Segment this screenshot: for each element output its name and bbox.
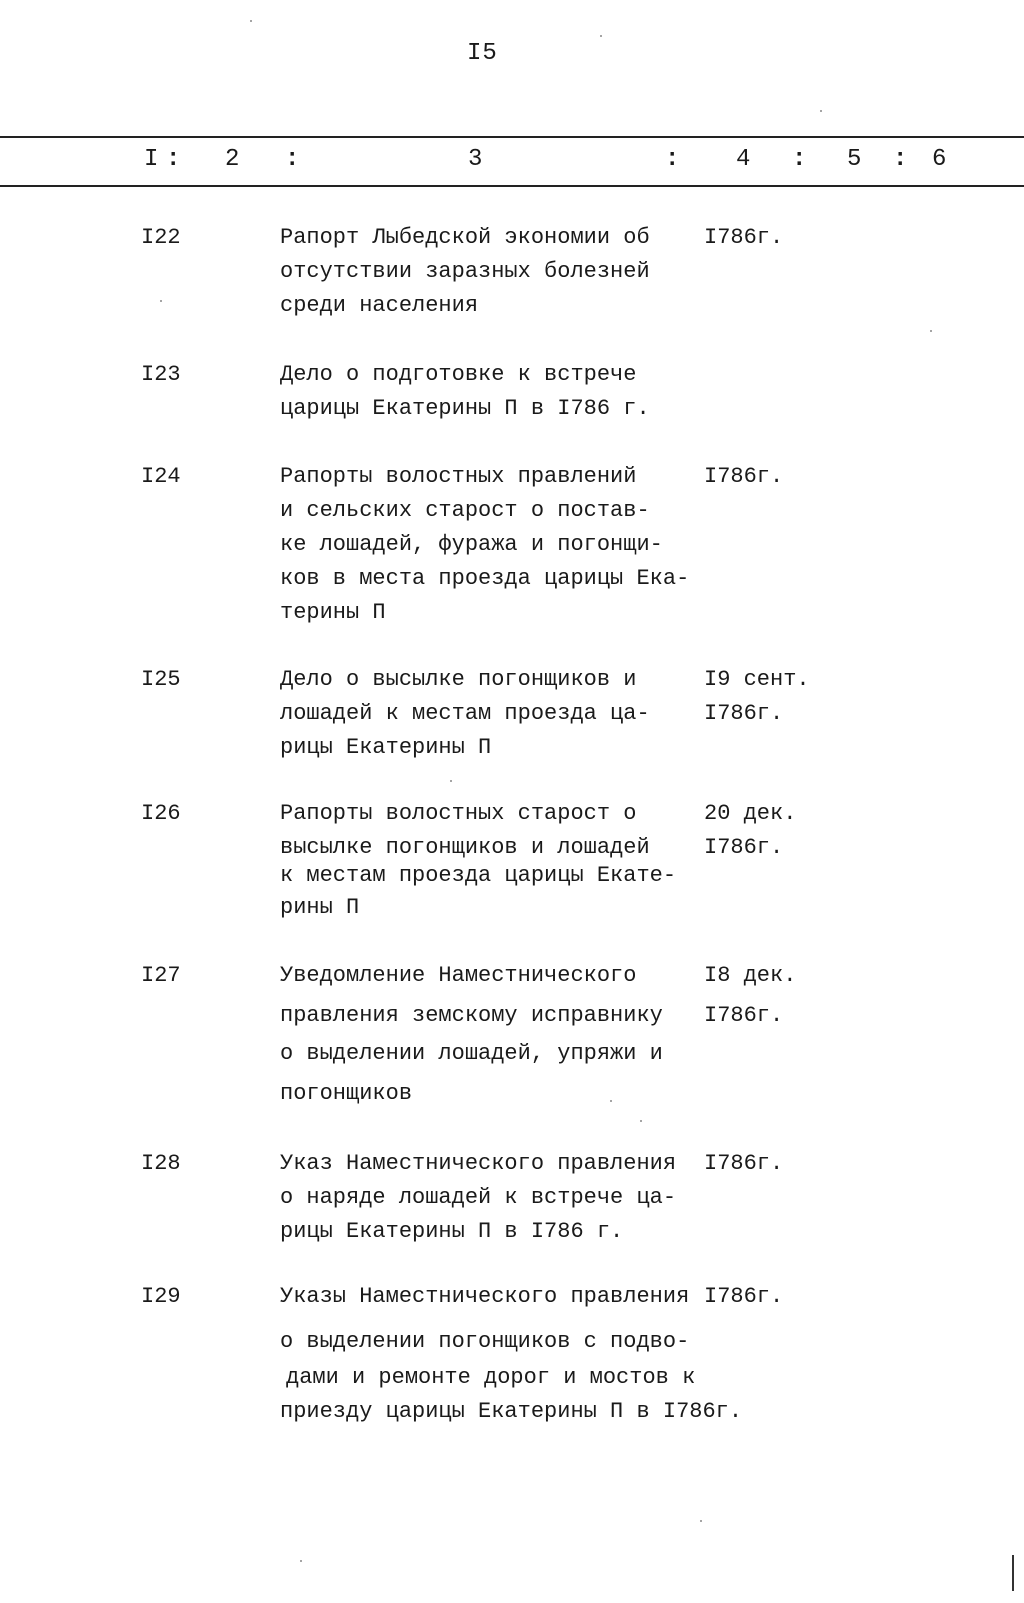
entry-title-line: среди населения xyxy=(280,293,479,318)
entry-title-line: Дело о высылке погонщиков и xyxy=(280,667,637,692)
entry-title-line: лошадей к местам проезда ца- xyxy=(280,701,650,726)
column-separator: : xyxy=(285,146,300,173)
entry-title-line: рины П xyxy=(280,895,360,920)
column-header-6: 6 xyxy=(932,146,947,173)
entry-number: I28 xyxy=(141,1151,181,1176)
entry-title-line: о выделении лошадей, упряжи и xyxy=(280,1041,663,1066)
column-separator: : xyxy=(893,146,908,173)
entry-title-line: высылке погонщиков и лошадей xyxy=(280,835,650,860)
entry-date: I8 дек. xyxy=(704,963,797,988)
column-header-1: I xyxy=(144,146,159,173)
entry-title-line: отсутствии заразных болезней xyxy=(280,259,650,284)
entry-date: I786г. xyxy=(704,835,784,860)
column-header-3: 3 xyxy=(468,146,483,173)
entry-title-line: Указы Наместнического правления xyxy=(280,1284,690,1309)
column-separator: : xyxy=(792,146,807,173)
entry-title-line: и сельских старост о постав- xyxy=(280,498,650,523)
entry-title-line: Уведомление Наместнического xyxy=(280,963,637,988)
entry-title-line: Рапорт Лыбедской экономии об xyxy=(280,225,650,250)
entry-title-line: дами и ремонте дорог и мостов к xyxy=(286,1365,696,1390)
entry-number: I27 xyxy=(141,963,181,988)
page-number: I5 xyxy=(467,40,498,67)
entry-date: I786г. xyxy=(704,1151,784,1176)
entry-title-line: рицы Екатерины П xyxy=(280,735,492,760)
entry-title-line: ке лошадей, фуража и погонщи- xyxy=(280,532,663,557)
entry-date: I786г. xyxy=(704,1003,784,1028)
column-header-4: 4 xyxy=(736,146,751,173)
column-separator: : xyxy=(665,146,680,173)
entry-title-line: рицы Екатерины П в I786 г. xyxy=(280,1219,624,1244)
entry-title-line: о выделении погонщиков с подво- xyxy=(280,1329,690,1354)
entry-number: I22 xyxy=(141,225,181,250)
entry-number: I26 xyxy=(141,801,181,826)
margin-mark xyxy=(1012,1555,1014,1591)
entry-title-line: царицы Екатерины П в I786 г. xyxy=(280,396,650,421)
entry-title-line: Рапорты волостных правлений xyxy=(280,464,637,489)
entry-date: I786г. xyxy=(704,464,784,489)
entry-title-line: Указ Наместнического правления xyxy=(280,1151,677,1176)
entry-number: I24 xyxy=(141,464,181,489)
entry-date: I786г. xyxy=(704,225,784,250)
entry-number: I23 xyxy=(141,362,181,387)
column-separator: : xyxy=(166,146,181,173)
header-rule-top xyxy=(0,136,1024,138)
entry-title-line: терины П xyxy=(280,600,386,625)
entry-number: I25 xyxy=(141,667,181,692)
entry-number: I29 xyxy=(141,1284,181,1309)
column-header-2: 2 xyxy=(225,146,240,173)
entry-title-line: погонщиков xyxy=(280,1081,413,1106)
entry-title-line: Дело о подготовке к встрече xyxy=(280,362,637,387)
entry-date: 20 дек. xyxy=(704,801,797,826)
entry-title-line: к местам проезда царицы Екате- xyxy=(280,863,677,888)
entry-date: I786г. xyxy=(704,701,784,726)
entry-title-line: правления земскому исправнику xyxy=(280,1003,663,1028)
entry-title-line: приезду царицы Екатерины П в I786г. xyxy=(280,1399,743,1424)
entry-title-line: Рапорты волостных старост о xyxy=(280,801,637,826)
entry-date: I786г. xyxy=(704,1284,784,1309)
entry-title-line: ков в места проезда царицы Ека- xyxy=(280,566,690,591)
column-header-5: 5 xyxy=(847,146,862,173)
header-rule-bottom xyxy=(0,185,1024,187)
entry-date: I9 сент. xyxy=(704,667,810,692)
entry-title-line: о наряде лошадей к встрече ца- xyxy=(280,1185,677,1210)
